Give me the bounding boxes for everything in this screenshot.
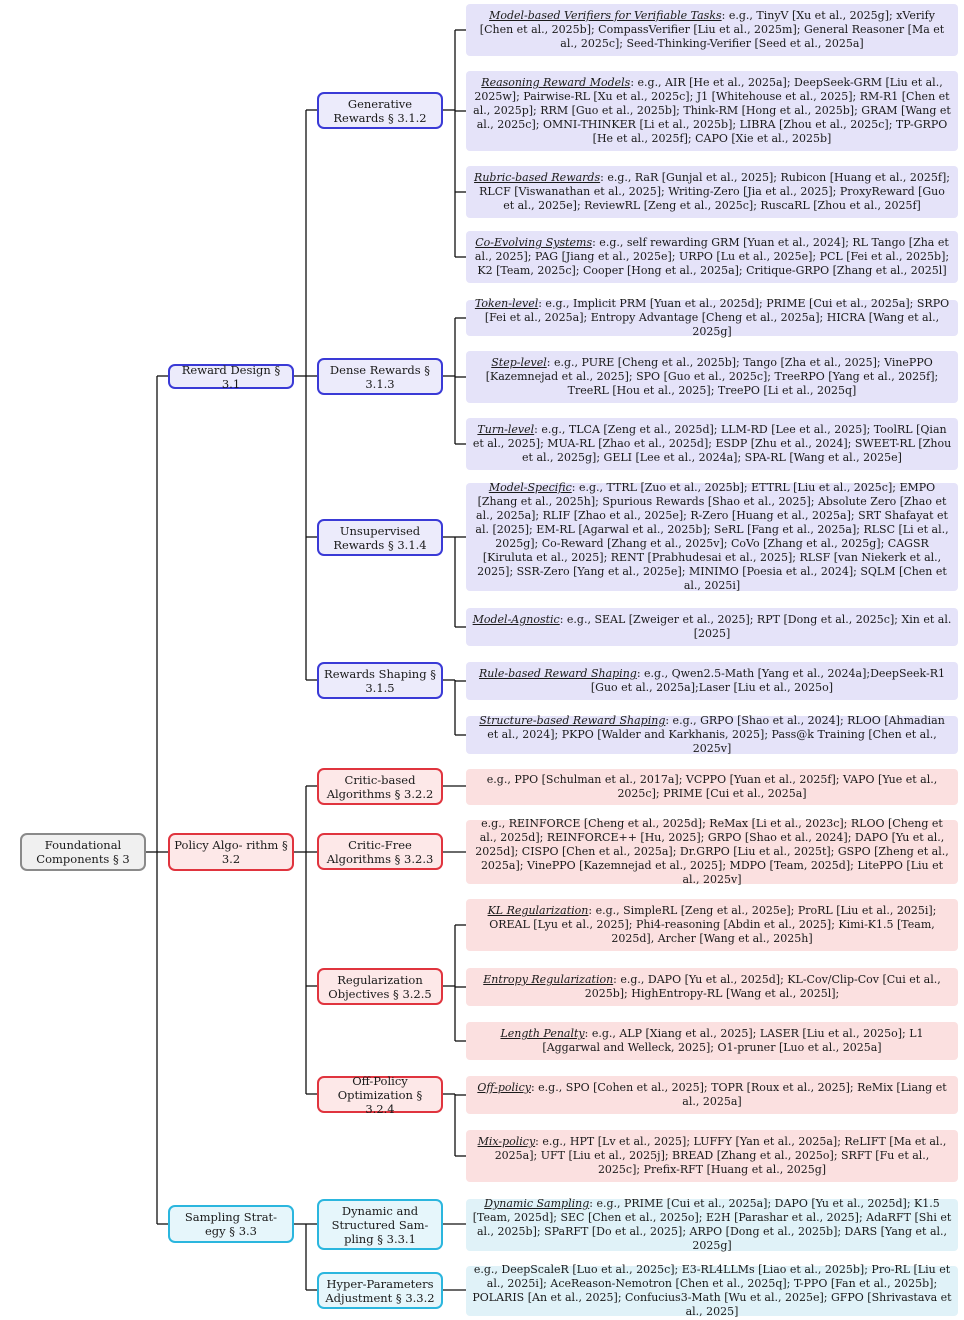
leaf-hyper-parameters: e.g., DeepScaleR [Luo et al., 2025c]; E3-RL4LLMs [Liao et al., 2025b]; Pro-RL [Liu et al., 2025i]; AceReason-Nemotron [Chen et al., 2025q]; T-PPO [Fan et al., 2025b]; POLARIS [An et al., 2025]; Confucius3-Math [Wu et al., 2025e]; GFPO [Shrivastava et al., 2025] [466, 1266, 958, 1316]
branch-policy-algorithm [168, 833, 294, 871]
sub-critic-based [317, 768, 443, 805]
leaf-model-based-verifiers: Model-based Verifiers for Verifiable Tasks: e.g., TinyV [Xu et al., 2025g]; xVerify [Chen et al., 2025b]; CompassVerifier [Liu et al., 2025m]; General Reasoner [Ma et al., 2025c]; Seed-Thinking-Verifier [Seed et al., 2025a] [466, 4, 958, 56]
sub-label: Generative Rewards § 3.1.2 [333, 96, 427, 125]
leaf-token-level: Token-level: e.g., Implicit PRM [Yuan et al., 2025d]; PRIME [Cui et al., 2025a]; SRPO [Fei et al., 2025a]; Entropy Advantage [Cheng et al., 2025a]; HICRA [Wang et al., 2025g] [466, 300, 958, 336]
branch-reward-design [168, 364, 294, 389]
branch-sampling-strategy [168, 1205, 294, 1243]
sub-label: Off-Policy Optimization § 3.2.4 [337, 1073, 423, 1116]
sub-hyper-parameters [317, 1272, 443, 1309]
sub-label: Critic-based Algorithms § 3.2.2 [326, 772, 434, 801]
leaf-rubric-based-rewards: Rubric-based Rewards: e.g., RaR [Gunjal et al., 2025]; Rubicon [Huang et al., 2025f]; RLCF [Viswanathan et al., 2025]; Writing-Zero [Jia et al., 2025]; ProxyReward [Guo et al., 2025e]; ReviewRL [Zeng et al., 2025c]; RuscaRL [Zhou et al., 2025f] [466, 166, 958, 218]
branch-label: Reward Design § 3.1 [181, 362, 281, 391]
branch-label: Policy Algo- rithm § 3.2 [174, 838, 288, 866]
leaf-model-specific: Model-Specific: e.g., TTRL [Zuo et al., 2025b]; ETTRL [Liu et al., 2025c]; EMPO [Zhang et al., 2025h]; Spurious Rewards [Shao et al., 2025]; Absolute Zero [Zhao et al., 2025a]; RLIF [Zhao et al., 2025e]; R-Zero [Huang et al., 2025a]; SRT Shafayat et al. [2025]; EM-RL [Agarwal et al., 2025b]; SeRL [Fang et al., 2025a]; RLSC [Li et al., 2025g]; Co-Reward [Zhang et al., 2025v]; CoVo [Zhang et al., 2025g]; CAGSR [Kiruluta et al., 2025]; RENT [Prabhudesai et al., 2025]; RLSF [van Niekerk et al., 2025]; SSR-Zero [Yang et al., 2025e]; MINIMO [Poesia et al., 2024]; SQLM [Chen et al., 2025i] [466, 483, 958, 591]
branch-label: Sampling Strat- egy § 3.3 [184, 1210, 278, 1238]
sub-off-policy [317, 1073, 443, 1116]
leaf-length-penalty: Length Penalty: e.g., ALP [Xiang et al., 2025]; LASER [Liu et al., 2025o]; L1 [Aggarwal and Welleck, 2025]; O1-pruner [Luo et al., 2025a] [466, 1022, 958, 1060]
sub-label: Rewards Shaping § 3.1.5 [324, 666, 436, 695]
sub-unsupervised-rewards [317, 519, 443, 556]
leaf-critic-free: e.g., REINFORCE [Cheng et al., 2025d]; ReMax [Li et al., 2023c]; RLOO [Cheng et al., 2025d]; REINFORCE++ [Hu, 2025]; GRPO [Shao et al., 2024]; DAPO [Yu et al., 2025d]; CISPO [Chen et al., 2025a]; Dr.GRPO [Liu et al., 2025t]; GSPO [Zheng et al., 2025a]; VinePPO [Kazemnejad et al., 2025]; MDPO [Team, 2025d]; LitePPO [Liu et al., 2025v] [466, 820, 958, 884]
leaf-co-evolving-systems: Co-Evolving Systems: e.g., self rewarding GRM [Yuan et al., 2024]; RL Tango [Zha et al., 2025]; PAG [Jiang et al., 2025e]; URPO [Lu et al., 2025e]; PCL [Fei et al., 2025b]; K2 [Team, 2025c]; Cooper [Hong et al., 2025a]; Critique-GRPO [Zhang et al., 2025l] [466, 231, 958, 283]
sub-dense-rewards [317, 358, 443, 395]
sub-dynamic-sampling [317, 1199, 443, 1250]
leaf-reasoning-reward-models: Reasoning Reward Models: e.g., AIR [He et al., 2025a]; DeepSeek-GRM [Liu et al., 2025w]; Pairwise-RL [Xu et al., 2025c]; J1 [Whitehouse et al., 2025]; RM-R1 [Chen et al., 2025p]; RRM [Guo et al., 2025b]; Think-RM [Hong et al., 2025b]; GRAM [Wang et al., 2025c]; OMNI-THINKER [Li et al., 2025b]; LIBRA [Zhou et al., 2025c]; TP-GRPO [He et al., 2025f]; CAPO [Xie et al., 2025b] [466, 71, 958, 151]
sub-regularization [317, 968, 443, 1005]
sub-generative-rewards [317, 92, 443, 129]
sub-rewards-shaping [317, 662, 443, 699]
leaf-step-level: Step-level: e.g., PURE [Cheng et al., 2025b]; Tango [Zha et al., 2025]; VinePPO [Kazemnejad et al., 2025]; SPO [Guo et al., 2025c]; TreeRPO [Yang et al., 2025f]; TreeRL [Hou et al., 2025]; TreePO [Li et al., 2025q] [466, 351, 958, 403]
leaf-entropy-regularization: Entropy Regularization: e.g., DAPO [Yu et al., 2025d]; KL-Cov/Clip-Cov [Cui et al., 2025b]; HighEntropy-RL [Wang et al., 2025l]; [466, 968, 958, 1006]
root-node [20, 833, 146, 871]
sub-label: Critic-Free Algorithms § 3.2.3 [326, 837, 434, 866]
leaf-mix-policy: Mix-policy: e.g., HPT [Lv et al., 2025]; LUFFY [Yan et al., 2025a]; ReLIFT [Ma et al., 2025a]; UFT [Liu et al., 2025j]; BREAD [Zhang et al., 2025o]; SRFT [Fu et al., 2025c]; Prefix-RFT [Huang et al., 2025g] [466, 1130, 958, 1182]
leaf-kl-regularization: KL Regularization: e.g., SimpleRL [Zeng et al., 2025e]; ProRL [Liu et al., 2025i]; OREAL [Lyu et al., 2025]; Phi4-reasoning [Abdin et al., 2025]; Kimi-K1.5 [Team, 2025d], Archer [Wang et al., 2025h] [466, 899, 958, 951]
leaf-off-policy: Off-policy: e.g., SPO [Cohen et al., 2025]; TOPR [Roux et al., 2025]; ReMix [Liang et al., 2025a] [466, 1076, 958, 1114]
leaf-dynamic-sampling: Dynamic Sampling: e.g., PRIME [Cui et al., 2025a]; DAPO [Yu et al., 2025d]; K1.5 [Team, 2025d]; SEC [Chen et al., 2025o]; E2H [Parashar et al., 2025]; AdaRFT [Shi et al., 2025b]; SPaRFT [Do et al., 2025]; ARPO [Dong et al., 2025b]; DARS [Yang et al., 2025g] [466, 1199, 958, 1251]
sub-critic-free [317, 833, 443, 870]
sub-label: Dynamic and Structured Sam- pling § 3.3.1 [331, 1203, 429, 1246]
root-label: Foundational Components § 3 [36, 838, 130, 866]
leaf-rule-based-shaping: Rule-based Reward Shaping: e.g., Qwen2.5-Math [Yang et al., 2024a];DeepSeek-R1 [Guo et al., 2025a];Laser [Liu et al., 2025o] [466, 662, 958, 700]
sub-label: Regularization Objectives § 3.2.5 [328, 972, 432, 1001]
leaf-structure-based-shaping: Structure-based Reward Shaping: e.g., GRPO [Shao et al., 2024]; RLOO [Ahmadian et al., 2024]; PKPO [Walder and Karkhanis, 2025]; Pass@k Training [Chen et al., 2025v] [466, 716, 958, 754]
sub-label: Hyper-Parameters Adjustment § 3.3.2 [325, 1276, 435, 1305]
leaf-critic-based: e.g., PPO [Schulman et al., 2017a]; VCPPO [Yuan et al., 2025f]; VAPO [Yue et al., 2025c]; PRIME [Cui et al., 2025a] [466, 769, 958, 805]
sub-label: Dense Rewards § 3.1.3 [329, 362, 431, 391]
leaf-model-agnostic: Model-Agnostic: e.g., SEAL [Zweiger et al., 2025]; RPT [Dong et al., 2025c]; Xin et al. [2025] [466, 608, 958, 646]
leaf-turn-level: Turn-level: e.g., TLCA [Zeng et al., 2025d]; LLM-RD [Lee et al., 2025]; ToolRL [Qian et al., 2025]; MUA-RL [Zhao et al., 2025d]; ESDP [Zhu et al., 2024]; SWEET-RL [Zhou et al., 2025g]; GELI [Lee et al., 2024a]; SPA-RL [Wang et al., 2025e] [466, 418, 958, 470]
sub-label: Unsupervised Rewards § 3.1.4 [333, 523, 427, 552]
